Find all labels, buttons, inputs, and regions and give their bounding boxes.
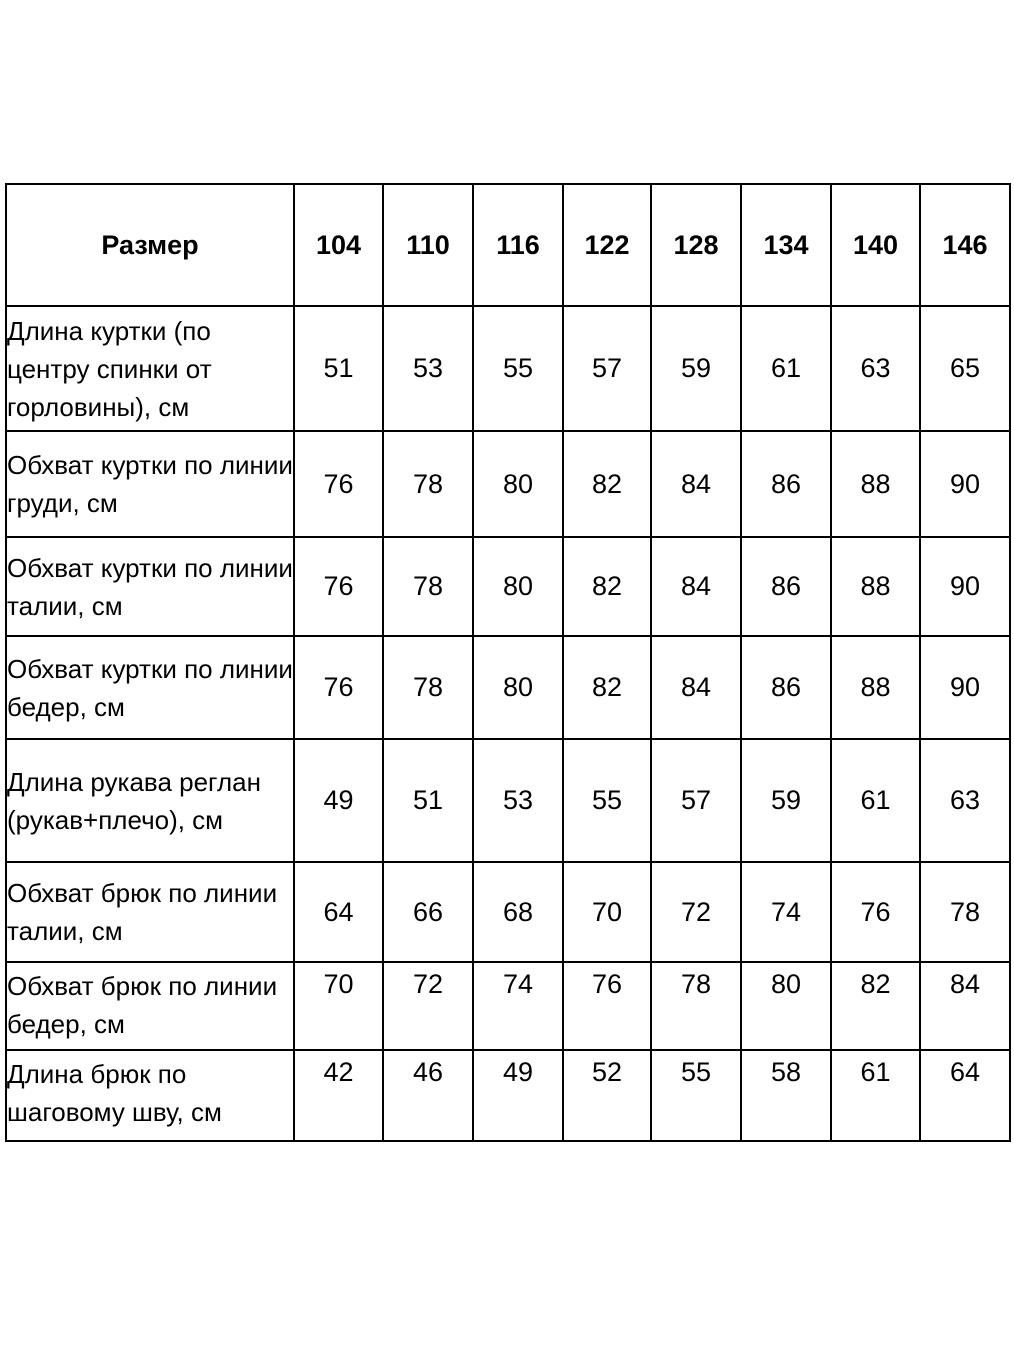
table-row [6, 636, 1010, 739]
size-header-104: 104 [294, 184, 383, 306]
size-header-122: 122 [563, 184, 651, 306]
table-cell: 76 [831, 862, 920, 962]
table-cell: 51 [383, 739, 473, 862]
table-cell: 80 [473, 537, 563, 636]
table-cell: 57 [563, 306, 651, 431]
table-cell: 68 [473, 862, 563, 962]
size-header-128: 128 [651, 184, 741, 306]
table-cell: 72 [383, 962, 473, 1050]
table-cell: 76 [563, 962, 651, 1050]
table-cell: 86 [741, 636, 831, 739]
table-cell: 57 [651, 739, 741, 862]
table-cell: 80 [473, 636, 563, 739]
table-row [6, 431, 1010, 537]
table-cell: 82 [563, 537, 651, 636]
table-cell: 84 [920, 962, 1010, 1050]
table-cell: 53 [473, 739, 563, 862]
row-label: Длина рукава реглан (рукав+плечо), см [6, 739, 294, 862]
table-cell: 82 [831, 962, 920, 1050]
table-cell: 84 [651, 537, 741, 636]
row-label: Обхват брюк по линии бедер, см [6, 962, 294, 1050]
table-cell: 61 [741, 306, 831, 431]
table-cell: 74 [741, 862, 831, 962]
size-header-110: 110 [383, 184, 473, 306]
table-row [6, 962, 1010, 1050]
table-cell: 65 [920, 306, 1010, 431]
table-cell: 80 [741, 962, 831, 1050]
table-cell: 82 [563, 636, 651, 739]
table-cell: 58 [741, 1050, 831, 1141]
table-cell: 88 [831, 431, 920, 537]
table-cell: 86 [741, 537, 831, 636]
table-cell: 76 [294, 431, 383, 537]
row-label: Длина брюк по шаговому шву, см [6, 1050, 294, 1141]
row-label: Обхват куртки по линии талии, см [6, 537, 294, 636]
table-cell: 59 [741, 739, 831, 862]
table-cell: 55 [473, 306, 563, 431]
table-cell: 46 [383, 1050, 473, 1141]
size-header-140: 140 [831, 184, 920, 306]
table-cell: 78 [383, 431, 473, 537]
table-cell: 63 [831, 306, 920, 431]
table-cell: 90 [920, 636, 1010, 739]
table-cell: 53 [383, 306, 473, 431]
size-chart-table [5, 183, 1011, 1142]
header-row [6, 184, 1010, 306]
table-cell: 63 [920, 739, 1010, 862]
table-cell: 78 [920, 862, 1010, 962]
table-cell: 59 [651, 306, 741, 431]
row-label: Обхват куртки по линии бедер, см [6, 636, 294, 739]
size-header-146: 146 [920, 184, 1010, 306]
table-cell: 61 [831, 739, 920, 862]
table-cell: 72 [651, 862, 741, 962]
table-cell: 42 [294, 1050, 383, 1141]
table-row [6, 739, 1010, 862]
table-cell: 70 [294, 962, 383, 1050]
table-cell: 90 [920, 431, 1010, 537]
table-cell: 55 [651, 1050, 741, 1141]
row-label: Обхват брюк по линии талии, см [6, 862, 294, 962]
table-cell: 88 [831, 636, 920, 739]
table-cell: 64 [920, 1050, 1010, 1141]
table-cell: 61 [831, 1050, 920, 1141]
table-cell: 78 [383, 636, 473, 739]
table-cell: 66 [383, 862, 473, 962]
table-cell: 52 [563, 1050, 651, 1141]
table-cell: 49 [294, 739, 383, 862]
table-cell: 64 [294, 862, 383, 962]
table-cell: 78 [383, 537, 473, 636]
table-cell: 80 [473, 431, 563, 537]
table-cell: 84 [651, 636, 741, 739]
table-row [6, 306, 1010, 431]
table-cell: 76 [294, 537, 383, 636]
table-cell: 78 [651, 962, 741, 1050]
table-cell: 84 [651, 431, 741, 537]
size-header-134: 134 [741, 184, 831, 306]
table-cell: 90 [920, 537, 1010, 636]
table-cell: 51 [294, 306, 383, 431]
table-row [6, 537, 1010, 636]
table-cell: 88 [831, 537, 920, 636]
table-cell: 49 [473, 1050, 563, 1141]
table-cell: 74 [473, 962, 563, 1050]
size-header-116: 116 [473, 184, 563, 306]
table-cell: 70 [563, 862, 651, 962]
table-cell: 76 [294, 636, 383, 739]
table-cell: 55 [563, 739, 651, 862]
table-cell: 86 [741, 431, 831, 537]
table-row [6, 1050, 1010, 1141]
size-header-label: Размер [6, 184, 294, 306]
row-label: Обхват куртки по линии груди, см [6, 431, 294, 537]
table-row [6, 862, 1010, 962]
row-label: Длина куртки (по центру спинки от горловины), см [6, 306, 294, 431]
table-cell: 82 [563, 431, 651, 537]
